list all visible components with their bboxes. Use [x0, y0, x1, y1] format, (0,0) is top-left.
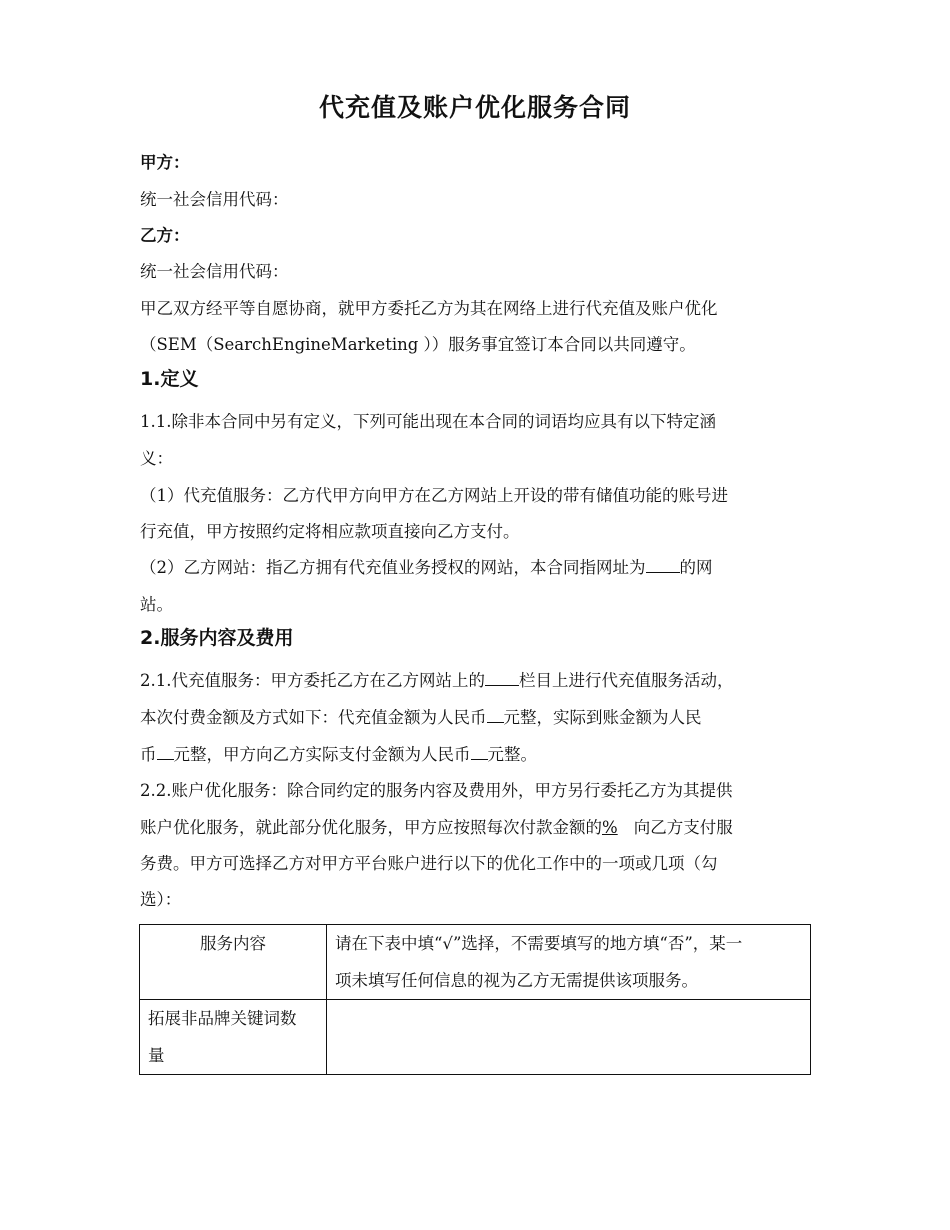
- clause-2-2-line-4: 选）：: [140, 890, 182, 909]
- website-blank[interactable]: [646, 555, 680, 573]
- credit-code-b: 统一社会信用代码：: [140, 262, 289, 281]
- clause-2-1-line-3: [140, 736, 815, 773]
- section-1-heading: [140, 364, 198, 391]
- clause-2-1-line-2-post: 元整，实际到账金额为人民: [503, 708, 702, 727]
- intro-line-2: （SEM（SearchEngineMarketing ））服务事宜签订本合同以共同遵守。: [140, 335, 696, 354]
- header-instructions-line-2: 项未填写任何信息的视为乙方无需提供该项服务。: [335, 971, 698, 990]
- section-1-number: 1.: [140, 368, 161, 390]
- party-a-label: 甲方：: [140, 153, 190, 172]
- section-1-title: 定义: [160, 368, 199, 390]
- clause-2-1-text-post: 栏目上进行代充值服务活动，: [519, 671, 734, 690]
- party-b-label: 乙方：: [140, 226, 190, 245]
- recharge-amount-blank[interactable]: [487, 705, 504, 723]
- clause-2-1-line-3-mid: 元整，甲方向乙方实际支付金额为人民币: [173, 745, 471, 764]
- clause-2-1-line-3-post: 元整。: [487, 745, 537, 764]
- row-1-service: [140, 1000, 327, 1075]
- table-header-row: [140, 925, 811, 1000]
- definition-2-line-2: 站。: [140, 595, 173, 614]
- definition-2-text-pre: （2）乙方网站：指乙方拥有代充值业务授权的网站，本合同指网址为: [140, 558, 646, 577]
- row-1-selection-cell[interactable]: [327, 1000, 811, 1075]
- table-row: [140, 1000, 811, 1075]
- credit-code-a: 统一社会信用代码：: [140, 190, 289, 209]
- clause-2-1-text-pre: 2.1.代充值服务：甲方委托乙方在乙方网站上的: [140, 671, 485, 690]
- service-table: [139, 924, 811, 1075]
- clause-2-2-line-1: 2.2.账户优化服务：除合同约定的服务内容及费用外，甲方另行委托乙方为其提供: [140, 781, 733, 800]
- section-2-title: 服务内容及费用: [160, 627, 294, 649]
- document-title: 代充值及账户优化服务合同: [318, 93, 631, 122]
- clause-2-2-line-2-post: 向乙方支付服: [633, 818, 733, 837]
- header-service-content-label: 服务内容: [200, 934, 266, 953]
- percent-blank[interactable]: %: [602, 818, 618, 837]
- clause-2-2-line-3: 务费。甲方可选择乙方对甲方平台账户进行以下的优化工作中的一项或几项（勾: [140, 854, 718, 873]
- column-blank[interactable]: [485, 668, 519, 686]
- payment-amount-blank[interactable]: [471, 742, 488, 760]
- clause-2-2-line-2-pre: 账户优化服务，就此部分优化服务，甲方应按照每次付款金额的: [140, 818, 602, 837]
- definition-2-text-post: 的网: [679, 558, 713, 577]
- header-instructions-line-1: 请在下表中填“√”选择，不需要填写的地方填“否”，某一: [335, 934, 743, 953]
- clause-1-1-line-2: 义：: [140, 449, 173, 468]
- clause-2-2-line-2: [140, 809, 815, 846]
- clause-2-1-line-1: [140, 662, 815, 699]
- clause-2-1-line-3-pre: 币: [140, 745, 157, 764]
- clause-2-1-line-2-pre: 本次付费金额及方式如下：代充值金额为人民币: [140, 708, 487, 727]
- definition-1-line-1: （1）代充值服务：乙方代甲方向甲方在乙方网站上开设的带有储值功能的账号进: [140, 486, 728, 505]
- clause-1-1-line-1: 1.1.除非本合同中另有定义，下列可能出现在本合同的词语均应具有以下特定涵: [140, 412, 716, 431]
- intro-line-1: 甲乙双方经平等自愿协商，就甲方委托乙方为其在网络上进行代充值及账户优化: [140, 299, 718, 318]
- arrival-amount-blank[interactable]: [157, 742, 174, 760]
- row-1-service-line-2: 量: [148, 1046, 165, 1065]
- clause-2-1-line-2: [140, 699, 815, 736]
- section-2-number: 2.: [140, 627, 161, 649]
- section-2-heading: [140, 623, 293, 650]
- header-service-content: [140, 925, 327, 1000]
- header-instructions: [327, 925, 811, 1000]
- definition-2-line-1: [140, 549, 815, 586]
- row-1-service-line-1: 拓展非品牌关键词数: [148, 1009, 297, 1028]
- definition-1-line-2: 行充值，甲方按照约定将相应款项直接向乙方支付。: [140, 522, 520, 541]
